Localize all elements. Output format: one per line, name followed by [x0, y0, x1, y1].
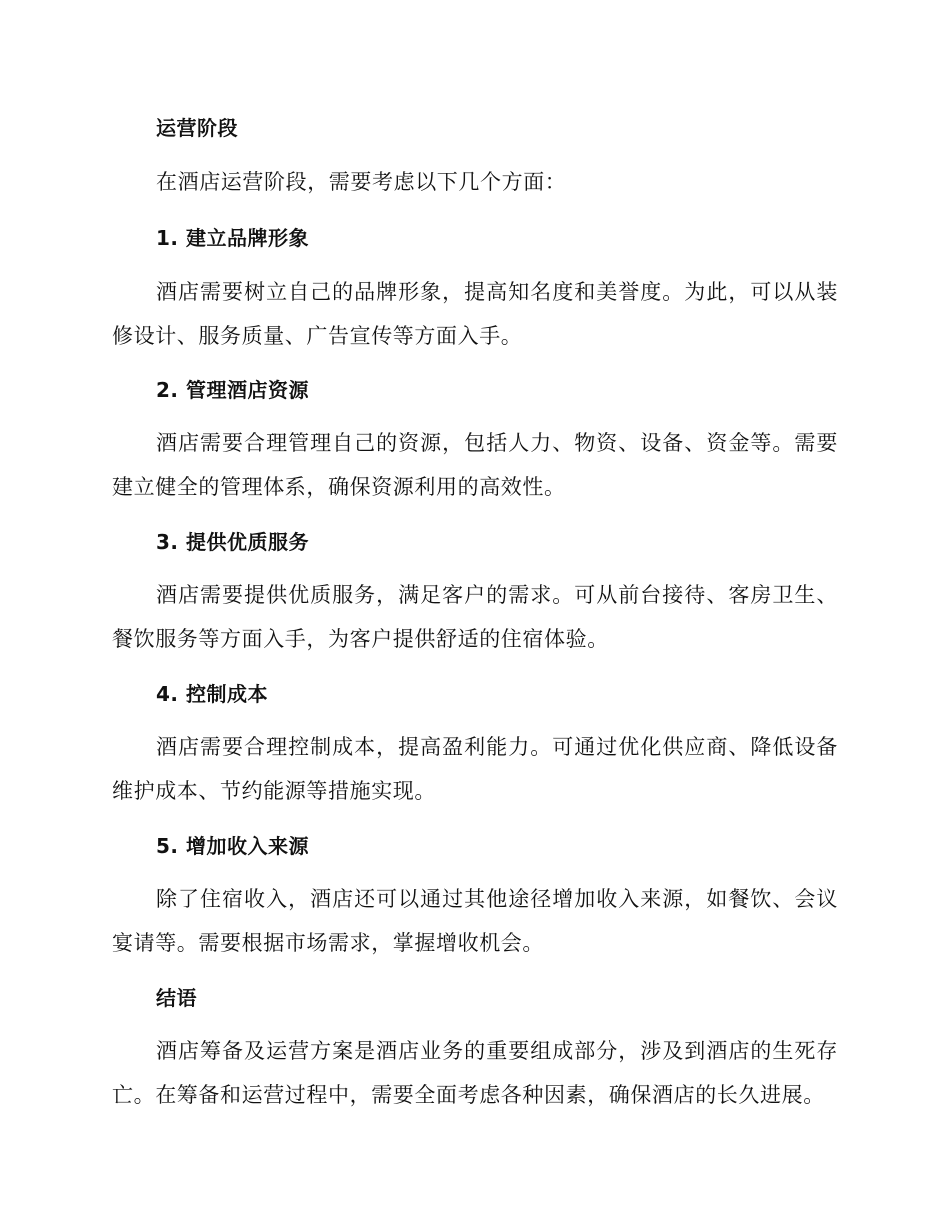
section-heading-conclusion: 结语 [156, 986, 197, 1010]
section-heading-quality-service: 3. 提供优质服务 [156, 530, 309, 554]
section-paragraph-resource-management: 酒店需要合理管理自己的资源，包括人力、物资、设备、资金等。需要建立健全的管理体系，确保资源利用的高效性。 [112, 431, 838, 499]
section-heading-resource-management: 2. 管理酒店资源 [156, 378, 309, 402]
section-heading-cost-control: 4. 控制成本 [156, 682, 268, 706]
section-paragraph-conclusion: 酒店筹备及运营方案是酒店业务的重要组成部分，涉及到酒店的生死存亡。在筹备和运营过程中，需要全面考虑各种因素，确保酒店的长久进展。 [112, 1039, 838, 1107]
section-heading-revenue-sources: 5. 增加收入来源 [156, 834, 309, 858]
section-paragraph-revenue-sources: 除了住宿收入，酒店还可以通过其他途径增加收入来源，如餐饮、会议宴请等。需要根据市场需求，掌握增收机会。 [112, 887, 838, 955]
section-paragraph-cost-control: 酒店需要合理控制成本，提高盈利能力。可通过优化供应商、降低设备维护成本、节约能源等措施实现。 [112, 735, 838, 803]
section-paragraph-brand-image: 酒店需要树立自己的品牌形象，提高知名度和美誉度。为此，可以从装修设计、服务质量、广告宣传等方面入手。 [112, 280, 838, 348]
section-heading-brand-image: 1. 建立品牌形象 [156, 226, 309, 250]
section-heading-operation-stage: 运营阶段 [156, 116, 238, 140]
section-paragraph-quality-service: 酒店需要提供优质服务，满足客户的需求。可从前台接待、客房卫生、餐饮服务等方面入手，为客户提供舒适的住宿体验。 [112, 583, 838, 651]
section-paragraph-operation-stage: 在酒店运营阶段，需要考虑以下几个方面： [156, 170, 567, 194]
